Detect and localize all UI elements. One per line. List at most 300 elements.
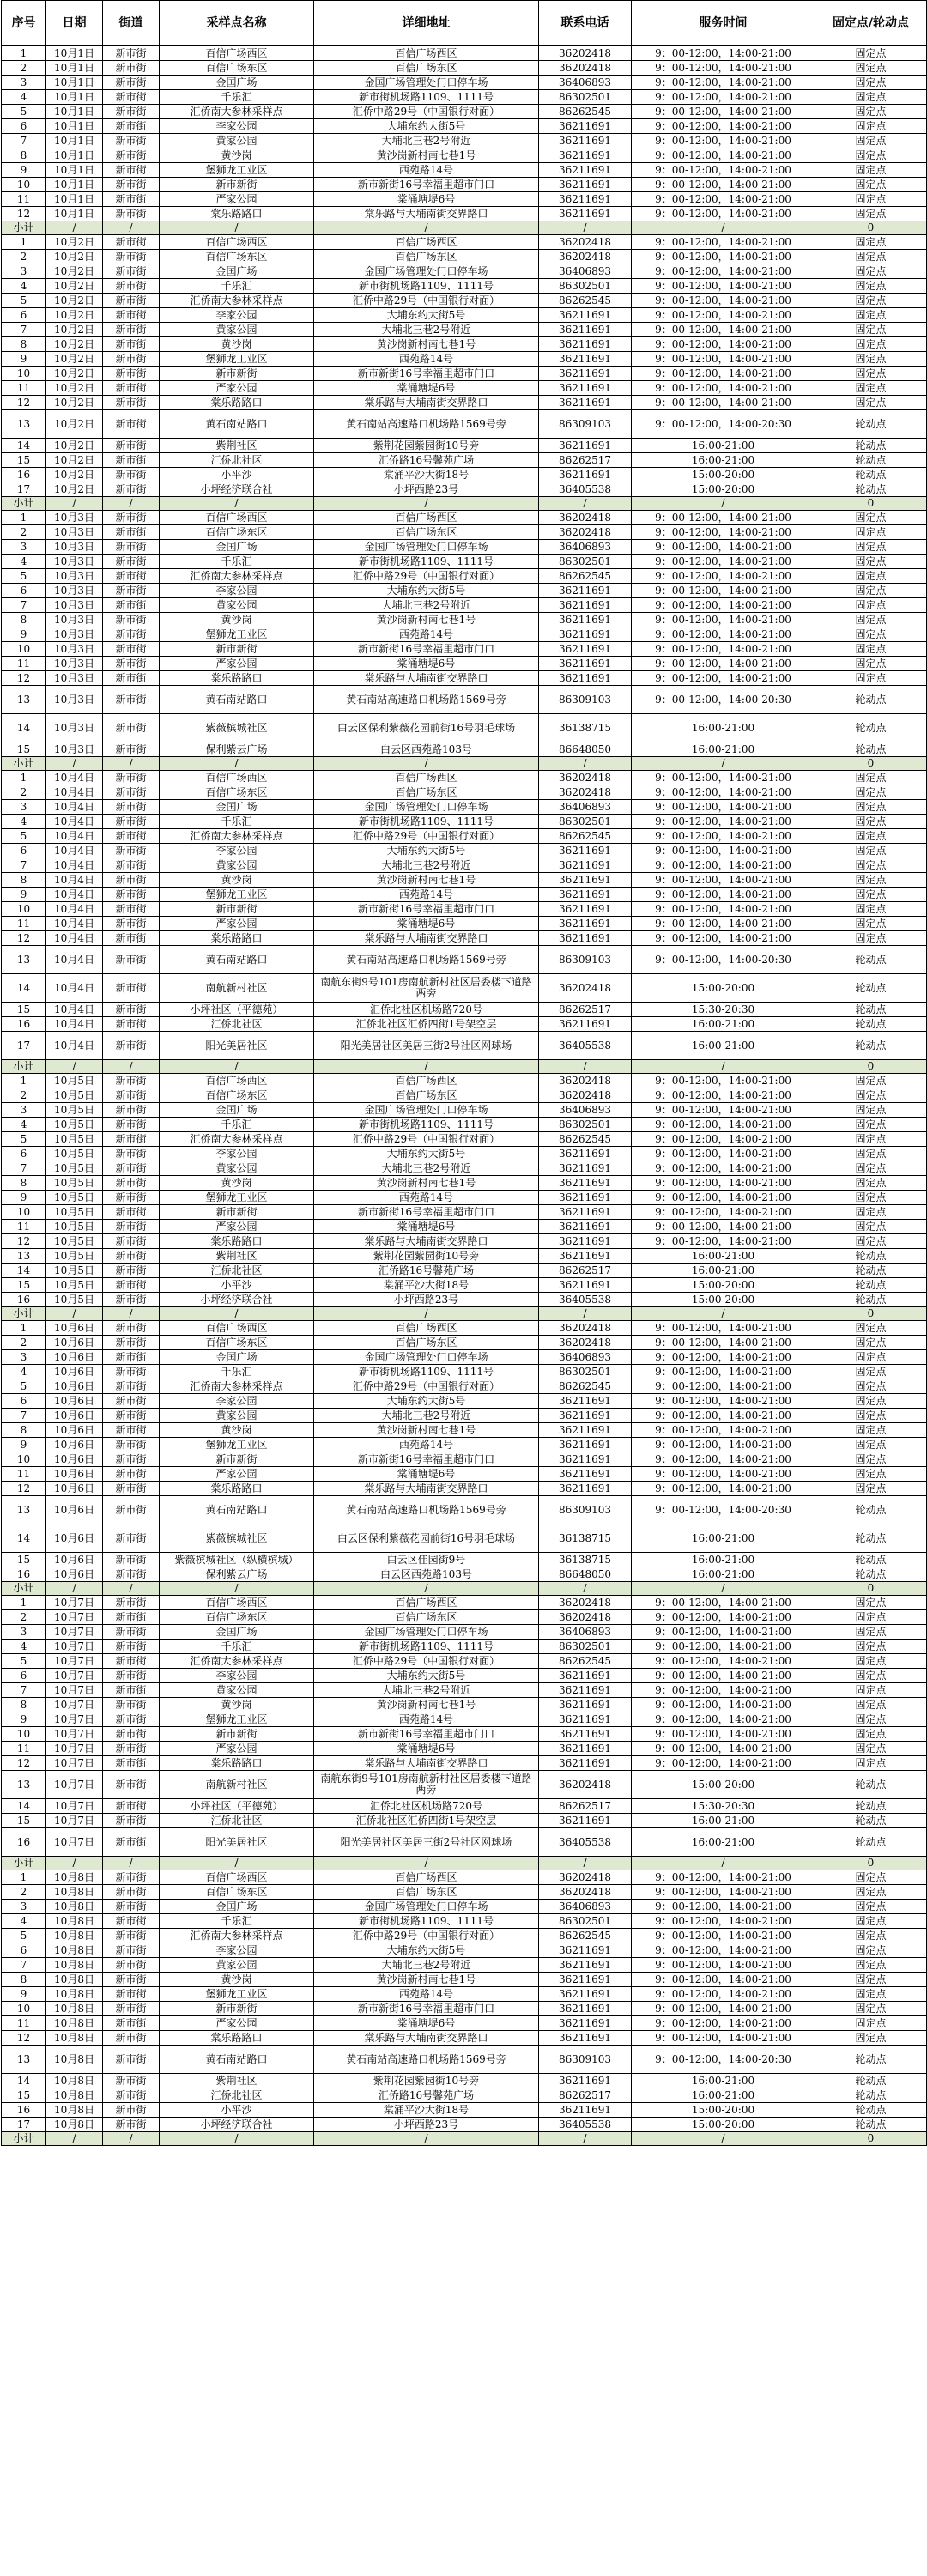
cell-date: 10月4日 (46, 873, 103, 888)
cell-date: 10月6日 (46, 1409, 103, 1423)
table-row (2, 2016, 927, 2031)
cell-date: 10月1日 (46, 46, 103, 61)
cell-phone: 36405538 (539, 1828, 632, 1857)
cell-point-type: 固定点 (815, 1958, 927, 1973)
cell-site-name: 黄石南站路口 (160, 1496, 314, 1524)
cell-address: 大埔北三巷2号附近 (314, 1161, 539, 1176)
cell-service-time: 9：00-12:00，14:00-21:00 (632, 1987, 815, 2002)
table-row (2, 1423, 927, 1438)
cell-phone: 36202418 (539, 1610, 632, 1625)
cell-site-name: 小坪社区（平德苑） (160, 1799, 314, 1814)
cell-service-time: 16:00-21:00 (632, 1814, 815, 1828)
cell-index: 17 (2, 2118, 46, 2132)
subtotal-slash: / (160, 1307, 314, 1321)
table-row (2, 90, 927, 105)
table-row (2, 858, 927, 873)
cell-date: 10月4日 (46, 815, 103, 829)
cell-index: 8 (2, 337, 46, 352)
cell-site-name: 棠乐路路口 (160, 1482, 314, 1496)
cell-phone: 36406893 (539, 264, 632, 279)
cell-date: 10月4日 (46, 902, 103, 917)
table-row (2, 1032, 927, 1060)
cell-street: 新市街 (103, 264, 160, 279)
cell-point-type: 固定点 (815, 279, 927, 294)
cell-point-type: 轮动点 (815, 2118, 927, 2132)
cell-site-name: 李家公园 (160, 119, 314, 134)
cell-site-name: 汇侨南大参林采样点 (160, 294, 314, 308)
cell-street: 新市街 (103, 308, 160, 323)
table-row (2, 2046, 927, 2074)
cell-street: 新市街 (103, 671, 160, 686)
cell-date: 10月2日 (46, 308, 103, 323)
cell-site-name: 严家公园 (160, 1467, 314, 1482)
cell-street: 新市街 (103, 1438, 160, 1452)
cell-date: 10月6日 (46, 1394, 103, 1409)
cell-service-time: 9：00-12:00，14:00-21:00 (632, 569, 815, 584)
cell-site-name: 百信广场东区 (160, 250, 314, 264)
subtotal-slash: / (103, 497, 160, 511)
cell-site-name: 黄石南站路口 (160, 410, 314, 439)
cell-phone: 36202418 (539, 1596, 632, 1610)
cell-index: 9 (2, 1191, 46, 1205)
cell-service-time: 16:00-21:00 (632, 742, 815, 757)
cell-phone: 36211691 (539, 1147, 632, 1161)
cell-date: 10月2日 (46, 439, 103, 453)
cell-phone: 86262545 (539, 1379, 632, 1394)
cell-address: 棠涌塘堤6号 (314, 657, 539, 671)
table-row (2, 207, 927, 221)
cell-street: 新市街 (103, 1205, 160, 1220)
cell-address: 汇侨中路29号（中国银行对面） (314, 1654, 539, 1669)
cell-street: 新市街 (103, 1567, 160, 1582)
cell-address: 黄沙岗新村南七巷1号 (314, 1698, 539, 1712)
cell-service-time: 9：00-12:00，14:00-21:00 (632, 1321, 815, 1336)
cell-street: 新市街 (103, 1088, 160, 1103)
cell-index: 13 (2, 1249, 46, 1264)
cell-date: 10月6日 (46, 1365, 103, 1379)
cell-point-type: 固定点 (815, 888, 927, 902)
cell-date: 10月6日 (46, 1350, 103, 1365)
cell-date: 10月5日 (46, 1147, 103, 1161)
cell-service-time: 9：00-12:00，14:00-21:00 (632, 511, 815, 525)
table-row (2, 1870, 927, 1885)
cell-index: 7 (2, 1683, 46, 1698)
cell-date: 10月2日 (46, 381, 103, 396)
cell-date: 10月7日 (46, 1698, 103, 1712)
cell-site-name: 百信广场西区 (160, 235, 314, 250)
cell-index: 2 (2, 250, 46, 264)
cell-address: 汇侨中路29号（中国银行对面） (314, 1929, 539, 1943)
cell-phone: 36211691 (539, 627, 632, 642)
cell-phone: 86309103 (539, 2046, 632, 2074)
table-row (2, 410, 927, 439)
cell-address: 紫荆花园紫园街10号旁 (314, 1249, 539, 1264)
cell-address: 南航东街9号101房南航新村社区居委楼下道路两旁 (314, 974, 539, 1003)
cell-address: 黄沙岗新村南七巷1号 (314, 1176, 539, 1191)
cell-index: 5 (2, 105, 46, 119)
table-row (2, 1943, 927, 1958)
table-row (2, 1379, 927, 1394)
table-row (2, 598, 927, 613)
cell-point-type: 固定点 (815, 1438, 927, 1452)
subtotal-slash: / (46, 1857, 103, 1870)
subtotal-slash: / (314, 2132, 539, 2146)
subtotal-slash: / (314, 221, 539, 235)
cell-site-name: 堡狮龙工业区 (160, 1987, 314, 2002)
subtotal-slash: / (632, 1307, 815, 1321)
cell-phone: 36211691 (539, 858, 632, 873)
cell-address: 棠涌平沙大街18号 (314, 2103, 539, 2118)
cell-service-time: 9：00-12:00，14:00-21:00 (632, 584, 815, 598)
cell-index: 12 (2, 1756, 46, 1771)
cell-point-type: 固定点 (815, 1625, 927, 1640)
cell-address: 小坪西路23号 (314, 2118, 539, 2132)
cell-service-time: 9：00-12:00，14:00-21:00 (632, 1482, 815, 1496)
cell-point-type: 轮动点 (815, 1524, 927, 1553)
cell-service-time: 9：00-12:00，14:00-21:00 (632, 323, 815, 337)
cell-date: 10月5日 (46, 1234, 103, 1249)
cell-site-name: 金国广场 (160, 540, 314, 555)
cell-address: 棠乐路与大埔南街交界路口 (314, 931, 539, 946)
cell-index: 14 (2, 439, 46, 453)
cell-date: 10月1日 (46, 119, 103, 134)
cell-point-type: 轮动点 (815, 2103, 927, 2118)
subtotal-row (2, 1857, 927, 1870)
cell-date: 10月3日 (46, 555, 103, 569)
cell-index: 16 (2, 1828, 46, 1857)
cell-site-name: 百信广场东区 (160, 1885, 314, 1900)
col-header-site-name: 采样点名称 (160, 1, 314, 46)
cell-index: 11 (2, 2016, 46, 2031)
table-row (2, 1885, 927, 1900)
cell-site-name: 李家公园 (160, 584, 314, 598)
cell-index: 4 (2, 279, 46, 294)
col-header-index: 序号 (2, 1, 46, 46)
cell-point-type: 固定点 (815, 207, 927, 221)
cell-address: 大埔东约大街5号 (314, 1147, 539, 1161)
cell-point-type: 固定点 (815, 844, 927, 858)
cell-index: 11 (2, 381, 46, 396)
cell-index: 8 (2, 148, 46, 163)
cell-address: 新市新街16号幸福里超市门口 (314, 1205, 539, 1220)
cell-phone: 86302501 (539, 555, 632, 569)
cell-index: 8 (2, 1176, 46, 1191)
cell-index: 4 (2, 1640, 46, 1654)
table-row (2, 250, 927, 264)
cell-street: 新市街 (103, 1103, 160, 1118)
cell-address: 新市新街16号幸福里超市门口 (314, 1452, 539, 1467)
cell-site-name: 汇侨南大参林采样点 (160, 1654, 314, 1669)
subtotal-row (2, 497, 927, 511)
cell-site-name: 小坪经济联合社 (160, 1293, 314, 1307)
cell-index: 14 (2, 1799, 46, 1814)
cell-site-name: 新市新街 (160, 1727, 314, 1742)
cell-index: 9 (2, 352, 46, 367)
cell-phone: 86309103 (539, 686, 632, 714)
cell-address: 西苑路14号 (314, 627, 539, 642)
cell-address: 大埔北三巷2号附近 (314, 598, 539, 613)
cell-site-name: 百信广场东区 (160, 1610, 314, 1625)
subtotal-value: 0 (815, 1857, 927, 1870)
cell-site-name: 汇侨北社区 (160, 2088, 314, 2103)
table-row (2, 525, 927, 540)
cell-phone: 36211691 (539, 308, 632, 323)
cell-date: 10月2日 (46, 352, 103, 367)
cell-service-time: 16:00-21:00 (632, 1567, 815, 1582)
subtotal-row (2, 1307, 927, 1321)
cell-index: 5 (2, 1929, 46, 1943)
cell-phone: 36211691 (539, 1220, 632, 1234)
subtotal-slash: / (539, 1307, 632, 1321)
cell-address: 黄沙岗新村南七巷1号 (314, 337, 539, 352)
cell-index: 7 (2, 598, 46, 613)
cell-index: 9 (2, 1712, 46, 1727)
cell-address: 白云区保利紫薇花园前街16号羽毛球场 (314, 714, 539, 742)
cell-phone: 36211691 (539, 323, 632, 337)
table-row (2, 1017, 927, 1032)
cell-date: 10月8日 (46, 2088, 103, 2103)
cell-service-time: 9：00-12:00，14:00-21:00 (632, 192, 815, 207)
cell-street: 新市街 (103, 1610, 160, 1625)
cell-address: 百信广场西区 (314, 771, 539, 785)
table-row (2, 1132, 927, 1147)
cell-street: 新市街 (103, 1698, 160, 1712)
cell-point-type: 固定点 (815, 627, 927, 642)
cell-index: 12 (2, 2031, 46, 2046)
cell-address: 大埔东约大街5号 (314, 584, 539, 598)
cell-service-time: 9：00-12:00，14:00-21:00 (632, 1103, 815, 1118)
cell-service-time: 9：00-12:00，14:00-21:00 (632, 627, 815, 642)
table-row (2, 1074, 927, 1088)
cell-street: 新市街 (103, 555, 160, 569)
table-row (2, 2088, 927, 2103)
cell-date: 10月2日 (46, 410, 103, 439)
cell-point-type: 固定点 (815, 396, 927, 410)
cell-service-time: 9：00-12:00，14:00-21:00 (632, 613, 815, 627)
cell-point-type: 轮动点 (815, 1032, 927, 1060)
cell-site-name: 紫薇槟城社区 (160, 714, 314, 742)
cell-site-name: 小坪经济联合社 (160, 2118, 314, 2132)
cell-site-name: 棠乐路路口 (160, 1234, 314, 1249)
cell-street: 新市街 (103, 1987, 160, 2002)
table-row (2, 61, 927, 76)
cell-index: 8 (2, 873, 46, 888)
cell-site-name: 汇侨南大参林采样点 (160, 1929, 314, 1943)
cell-point-type: 固定点 (815, 2016, 927, 2031)
cell-service-time: 9：00-12:00，14:00-21:00 (632, 1654, 815, 1669)
cell-index: 15 (2, 1278, 46, 1293)
table-row (2, 294, 927, 308)
cell-address: 棠乐路与大埔南街交界路口 (314, 671, 539, 686)
cell-street: 新市街 (103, 771, 160, 785)
cell-site-name: 棠乐路路口 (160, 2031, 314, 2046)
table-row (2, 1220, 927, 1234)
cell-service-time: 9：00-12:00，14:00-21:00 (632, 2002, 815, 2016)
cell-date: 10月7日 (46, 1640, 103, 1654)
cell-index: 1 (2, 1321, 46, 1336)
cell-phone: 36211691 (539, 1278, 632, 1293)
cell-point-type: 轮动点 (815, 439, 927, 453)
cell-date: 10月8日 (46, 1914, 103, 1929)
cell-site-name: 百信广场东区 (160, 1088, 314, 1103)
cell-service-time: 9：00-12:00，14:00-21:00 (632, 105, 815, 119)
table-body (2, 46, 927, 2146)
cell-phone: 36202418 (539, 525, 632, 540)
cell-street: 新市街 (103, 1293, 160, 1307)
cell-address: 大埔东约大街5号 (314, 1669, 539, 1683)
cell-address: 汇侨中路29号（中国银行对面） (314, 294, 539, 308)
table-row (2, 1293, 927, 1307)
table-row (2, 1088, 927, 1103)
cell-phone: 36406893 (539, 76, 632, 90)
cell-phone: 86648050 (539, 742, 632, 757)
cell-service-time: 9：00-12:00，14:00-21:00 (632, 308, 815, 323)
cell-service-time: 9：00-12:00，14:00-21:00 (632, 90, 815, 105)
cell-phone: 36211691 (539, 844, 632, 858)
cell-index: 14 (2, 1264, 46, 1278)
cell-street: 新市街 (103, 1191, 160, 1205)
cell-service-time: 15:00-20:00 (632, 974, 815, 1003)
cell-phone: 36211691 (539, 1234, 632, 1249)
cell-street: 新市街 (103, 598, 160, 613)
cell-phone: 86309103 (539, 1496, 632, 1524)
cell-date: 10月4日 (46, 800, 103, 815)
cell-date: 10月4日 (46, 785, 103, 800)
cell-street: 新市街 (103, 858, 160, 873)
cell-date: 10月8日 (46, 1929, 103, 1943)
table-row (2, 511, 927, 525)
cell-index: 15 (2, 742, 46, 757)
cell-point-type: 固定点 (815, 1467, 927, 1482)
cell-point-type: 固定点 (815, 671, 927, 686)
cell-point-type: 轮动点 (815, 482, 927, 497)
cell-date: 10月8日 (46, 2118, 103, 2132)
cell-site-name: 堡狮龙工业区 (160, 1191, 314, 1205)
cell-site-name: 汇侨北社区 (160, 1017, 314, 1032)
cell-phone: 36405538 (539, 1032, 632, 1060)
cell-date: 10月7日 (46, 1610, 103, 1625)
cell-service-time: 9：00-12:00，14:00-21:00 (632, 119, 815, 134)
cell-street: 新市街 (103, 1409, 160, 1423)
cell-site-name: 黄沙岗 (160, 613, 314, 627)
cell-index: 10 (2, 1205, 46, 1220)
cell-point-type: 固定点 (815, 858, 927, 873)
cell-service-time: 9：00-12:00，14:00-21:00 (632, 785, 815, 800)
cell-phone: 36211691 (539, 1438, 632, 1452)
cell-phone: 36211691 (539, 1958, 632, 1973)
cell-service-time: 9：00-12:00，14:00-21:00 (632, 1610, 815, 1625)
cell-index: 14 (2, 974, 46, 1003)
cell-service-time: 9：00-12:00，14:00-21:00 (632, 1958, 815, 1973)
cell-service-time: 9：00-12:00，14:00-21:00 (632, 1350, 815, 1365)
cell-service-time: 9：00-12:00，14:00-21:00 (632, 902, 815, 917)
cell-index: 9 (2, 163, 46, 178)
cell-date: 10月5日 (46, 1293, 103, 1307)
cell-index: 10 (2, 2002, 46, 2016)
cell-service-time: 9：00-12:00，14:00-21:00 (632, 1423, 815, 1438)
cell-point-type: 轮动点 (815, 1003, 927, 1017)
table-row (2, 2118, 927, 2132)
cell-point-type: 固定点 (815, 1321, 927, 1336)
cell-service-time: 9：00-12:00，14:00-21:00 (632, 163, 815, 178)
cell-index: 9 (2, 1438, 46, 1452)
cell-site-name: 严家公园 (160, 657, 314, 671)
subtotal-value: 0 (815, 2132, 927, 2146)
cell-phone: 36211691 (539, 1176, 632, 1191)
cell-site-name: 黄石南站路口 (160, 2046, 314, 2074)
cell-index: 7 (2, 1409, 46, 1423)
cell-point-type: 轮动点 (815, 2046, 927, 2074)
cell-street: 新市街 (103, 569, 160, 584)
cell-index: 8 (2, 613, 46, 627)
cell-date: 10月2日 (46, 482, 103, 497)
cell-street: 新市街 (103, 163, 160, 178)
cell-street: 新市街 (103, 1654, 160, 1669)
cell-address: 新市街机场路1109、1111号 (314, 555, 539, 569)
cell-address: 汇侨北社区汇侨四街1号架空层 (314, 1017, 539, 1032)
cell-date: 10月1日 (46, 207, 103, 221)
cell-address: 新市新街16号幸福里超市门口 (314, 367, 539, 381)
cell-date: 10月8日 (46, 2002, 103, 2016)
cell-date: 10月1日 (46, 90, 103, 105)
cell-address: 棠涌塘堤6号 (314, 1742, 539, 1756)
cell-phone: 86262545 (539, 569, 632, 584)
cell-street: 新市街 (103, 367, 160, 381)
cell-point-type: 固定点 (815, 511, 927, 525)
cell-address: 大埔北三巷2号附近 (314, 1409, 539, 1423)
cell-site-name: 小平沙 (160, 1278, 314, 1293)
table-row (2, 1742, 927, 1756)
table-row (2, 2103, 927, 2118)
cell-street: 新市街 (103, 931, 160, 946)
cell-service-time: 9：00-12:00，14:00-21:00 (632, 1365, 815, 1379)
cell-site-name: 百信广场西区 (160, 511, 314, 525)
cell-street: 新市街 (103, 105, 160, 119)
cell-street: 新市街 (103, 657, 160, 671)
cell-index: 13 (2, 686, 46, 714)
cell-site-name: 百信广场西区 (160, 771, 314, 785)
cell-service-time: 16:00-21:00 (632, 1524, 815, 1553)
cell-phone: 36211691 (539, 192, 632, 207)
cell-service-time: 9：00-12:00，14:00-21:00 (632, 2031, 815, 2046)
cell-phone: 36405538 (539, 482, 632, 497)
cell-site-name: 保利紫云广场 (160, 1567, 314, 1582)
cell-service-time: 9：00-12:00，14:00-21:00 (632, 1742, 815, 1756)
cell-address: 百信广场东区 (314, 525, 539, 540)
cell-site-name: 百信广场西区 (160, 1596, 314, 1610)
subtotal-slash: / (103, 1307, 160, 1321)
cell-index: 4 (2, 90, 46, 105)
cell-date: 10月4日 (46, 946, 103, 974)
cell-point-type: 固定点 (815, 308, 927, 323)
cell-site-name: 严家公园 (160, 1220, 314, 1234)
table-row (2, 105, 927, 119)
cell-street: 新市街 (103, 1870, 160, 1885)
cell-phone: 86262545 (539, 294, 632, 308)
table-row (2, 800, 927, 815)
cell-date: 10月4日 (46, 1032, 103, 1060)
cell-phone: 36211691 (539, 1943, 632, 1958)
col-header-date: 日期 (46, 1, 103, 46)
cell-address: 阳光美居社区美居三街2号社区网球场 (314, 1828, 539, 1857)
cell-service-time: 15:00-20:00 (632, 468, 815, 482)
cell-address: 百信广场西区 (314, 1321, 539, 1336)
cell-street: 新市街 (103, 1943, 160, 1958)
cell-point-type: 固定点 (815, 1727, 927, 1742)
subtotal-slash: / (314, 1857, 539, 1870)
cell-address: 白云区西苑路103号 (314, 1567, 539, 1582)
table-row (2, 1278, 927, 1293)
